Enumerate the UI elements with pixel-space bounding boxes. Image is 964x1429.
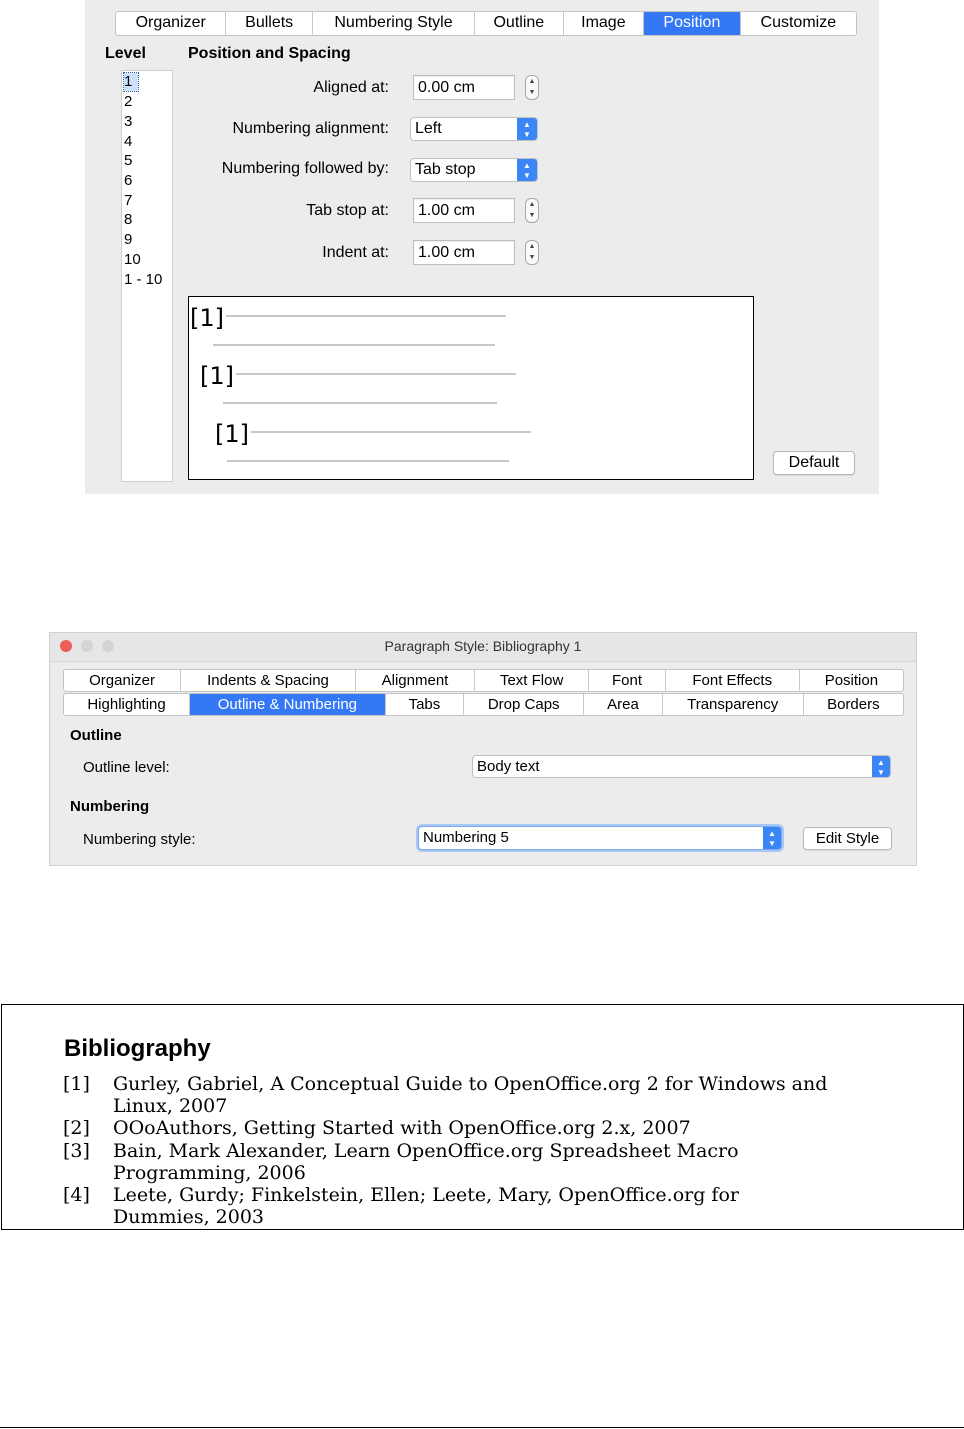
tab-stop-at-input[interactable]: 1.00 cm bbox=[413, 198, 515, 223]
tab-tabs[interactable]: Tabs bbox=[386, 694, 464, 715]
level-heading: Level bbox=[105, 45, 146, 62]
level-item-3[interactable]: 3 bbox=[124, 113, 133, 130]
entry-text: Linux, 2007 bbox=[113, 1095, 228, 1117]
numbering-followed-by-select[interactable] bbox=[410, 158, 538, 182]
chevron-updown-icon: ▲ ▼ bbox=[517, 118, 537, 140]
level-item-9[interactable]: 9 bbox=[124, 231, 133, 248]
level-item-5[interactable]: 5 bbox=[124, 152, 133, 169]
tab-bar-row2 bbox=[63, 693, 904, 716]
tab-stop-at-stepper[interactable]: ▲ ▼ bbox=[525, 198, 539, 223]
position-spacing-heading: Position and Spacing bbox=[188, 45, 351, 62]
aligned-at-input[interactable]: 0.00 cm bbox=[413, 75, 515, 100]
outline-heading: Outline bbox=[70, 727, 122, 744]
bullets-numbering-dialog bbox=[85, 0, 879, 494]
indent-at-input[interactable]: 1.00 cm bbox=[413, 240, 515, 265]
numbering-alignment-label: Numbering alignment: bbox=[232, 120, 389, 137]
bibliography-preview bbox=[1, 1004, 964, 1230]
preview-number-1: [1] bbox=[190, 304, 224, 332]
level-item-7[interactable]: 7 bbox=[124, 192, 133, 209]
tab-borders[interactable]: Borders bbox=[827, 696, 880, 713]
page-footer-rule bbox=[0, 1427, 964, 1428]
preview-line bbox=[213, 344, 495, 346]
tab-indents-spacing[interactable]: Indents & Spacing bbox=[181, 670, 356, 691]
preview-line bbox=[223, 402, 497, 404]
title-bar bbox=[50, 633, 916, 662]
tab-bar-row1 bbox=[63, 669, 904, 692]
tab-font[interactable]: Font bbox=[589, 670, 665, 691]
edit-style-button[interactable]: Edit Style bbox=[803, 827, 892, 850]
tab-organizer[interactable]: Organizer bbox=[64, 670, 181, 691]
tab-stop-at-label: Tab stop at: bbox=[306, 202, 389, 219]
window-title: Paragraph Style: Bibliography 1 bbox=[384, 638, 582, 654]
numbering-followed-by-value: Tab stop bbox=[415, 161, 476, 178]
entry-text: Bain, Mark Alexander, Learn OpenOffice.org Spreadsheet Macro bbox=[113, 1140, 739, 1162]
level-item-8[interactable]: 8 bbox=[124, 211, 133, 228]
entry-number: [3] bbox=[63, 1140, 90, 1162]
preview-line bbox=[226, 315, 506, 317]
tab-drop-caps[interactable]: Drop Caps bbox=[464, 694, 584, 715]
chevron-updown-icon: ▲ ▼ bbox=[763, 827, 781, 849]
level-item-2[interactable]: 2 bbox=[124, 93, 133, 110]
numbering-style-label: Numbering style: bbox=[83, 831, 196, 848]
tab-organizer[interactable]: Organizer bbox=[116, 12, 226, 35]
tab-bar bbox=[115, 11, 857, 36]
chevron-updown-icon: ▲ ▼ bbox=[517, 159, 537, 181]
paragraph-style-dialog bbox=[49, 632, 917, 866]
tab-image[interactable]: Image bbox=[564, 12, 645, 35]
numbering-preview bbox=[188, 296, 754, 480]
tab-outline-numbering[interactable]: Outline & Numbering bbox=[190, 694, 386, 715]
preview-line bbox=[236, 373, 516, 375]
level-item-6[interactable]: 6 bbox=[124, 172, 133, 189]
level-item-1[interactable]: 1 bbox=[124, 73, 138, 91]
preview-number-3: [1] bbox=[215, 420, 249, 448]
aligned-at-label: Aligned at: bbox=[313, 79, 389, 96]
tab-text-flow[interactable]: Text Flow bbox=[475, 670, 589, 691]
default-button[interactable]: Default bbox=[773, 451, 855, 475]
tab-highlighting[interactable]: Highlighting bbox=[64, 694, 190, 715]
indent-at-stepper[interactable]: ▲ ▼ bbox=[525, 240, 539, 265]
tab-numbering-style[interactable]: Numbering Style bbox=[313, 12, 475, 35]
tab-bullets[interactable]: Bullets bbox=[226, 12, 313, 35]
preview-number-2: [1] bbox=[200, 362, 234, 390]
entry-text: Gurley, Gabriel, A Conceptual Guide to OpenOffice.org 2 for Windows and bbox=[113, 1073, 828, 1095]
tab-customize[interactable]: Customize bbox=[760, 14, 837, 31]
numbering-alignment-select[interactable] bbox=[410, 117, 538, 141]
tab-font-effects[interactable]: Font Effects bbox=[666, 670, 800, 691]
entry-text: Programming, 2006 bbox=[113, 1162, 306, 1184]
numbering-style-value: Numbering 5 bbox=[423, 829, 509, 846]
level-item-all[interactable]: 1 - 10 bbox=[124, 271, 163, 288]
aligned-at-stepper[interactable]: ▲ ▼ bbox=[525, 75, 539, 100]
tab-transparency[interactable]: Transparency bbox=[663, 694, 804, 715]
chevron-updown-icon: ▲ ▼ bbox=[872, 756, 890, 777]
tab-outline[interactable]: Outline bbox=[475, 12, 564, 35]
level-item-4[interactable]: 4 bbox=[124, 133, 133, 150]
level-item-10[interactable]: 10 bbox=[124, 251, 141, 268]
entry-number: [2] bbox=[63, 1117, 90, 1139]
tab-position[interactable]: Position bbox=[644, 12, 740, 35]
entry-number: [4] bbox=[63, 1184, 90, 1206]
entry-text: Leete, Gurdy; Finkelstein, Ellen; Leete, Mary, OpenOffice.org for bbox=[113, 1184, 739, 1206]
numbering-alignment-value: Left bbox=[415, 120, 442, 137]
outline-level-select[interactable] bbox=[472, 755, 891, 778]
bibliography-heading: Bibliography bbox=[64, 1035, 211, 1062]
numbering-heading: Numbering bbox=[70, 798, 150, 815]
tab-position[interactable]: Position bbox=[824, 672, 879, 689]
level-list[interactable] bbox=[121, 70, 173, 482]
tab-alignment[interactable]: Alignment bbox=[356, 670, 475, 691]
tab-area[interactable]: Area bbox=[584, 694, 662, 715]
entry-number: [1] bbox=[63, 1073, 90, 1095]
indent-at-label: Indent at: bbox=[322, 244, 389, 261]
entry-text: Dummies, 2003 bbox=[113, 1206, 265, 1228]
preview-line bbox=[227, 460, 509, 462]
outline-level-label: Outline level: bbox=[83, 759, 170, 776]
numbering-followed-by-label: Numbering followed by: bbox=[221, 160, 389, 177]
outline-level-value: Body text bbox=[477, 758, 540, 775]
entry-text: OOoAuthors, Getting Started with OpenOffice.org 2.x, 2007 bbox=[113, 1117, 691, 1139]
numbering-style-select[interactable] bbox=[418, 826, 782, 850]
preview-line bbox=[251, 431, 531, 433]
